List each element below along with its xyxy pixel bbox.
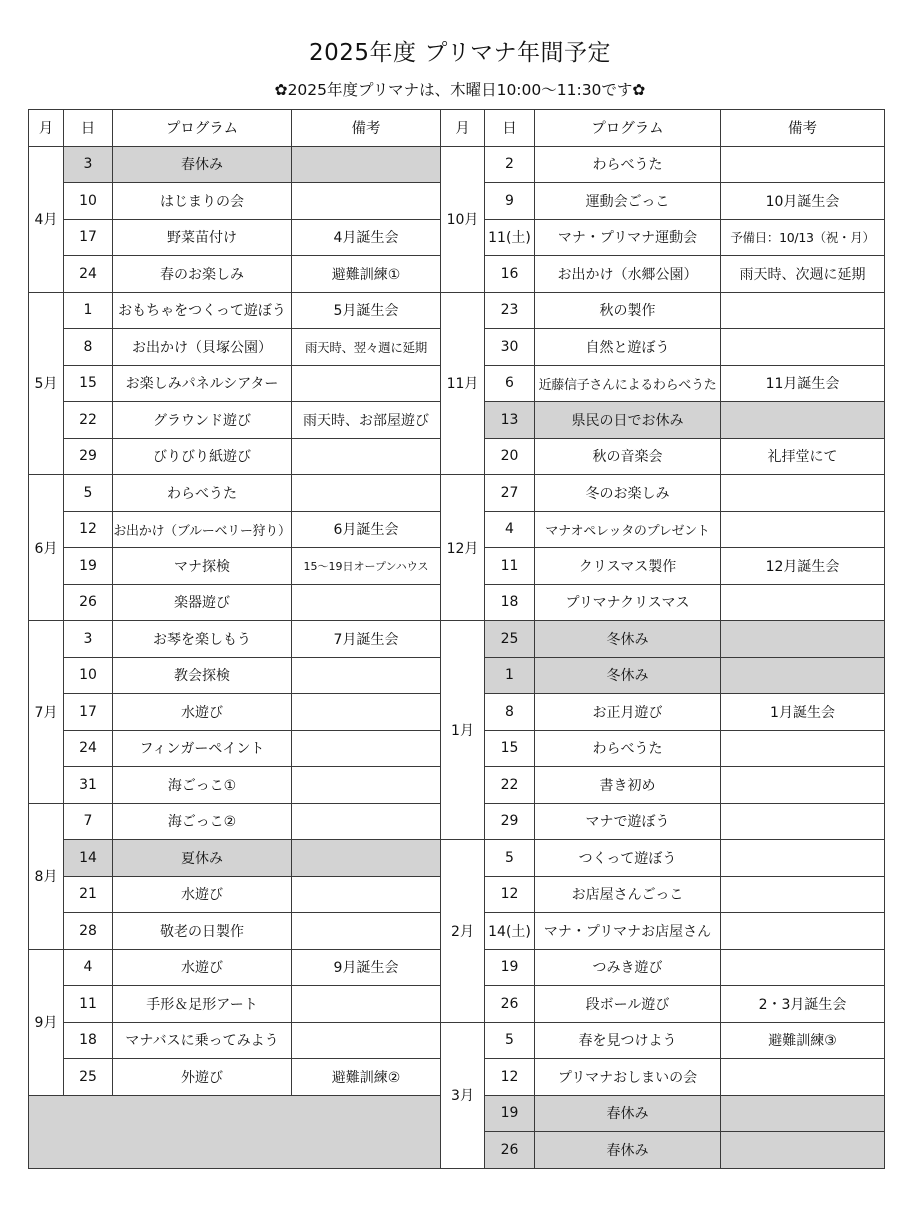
program-cell-right: 春休み [535,1132,721,1169]
month-cell-left: 9月 [29,949,64,1095]
program-cell-right: 県民の日でお休み [535,402,721,439]
header-program-left: プログラム [113,110,292,147]
program-cell-right: マナ・プリマナ運動会 [535,219,721,256]
table-row [29,840,885,877]
note-cell-right [721,949,885,986]
note-cell-right [721,621,885,658]
note-cell-right [721,767,885,804]
day-cell-right: 8 [485,694,535,731]
program-cell-left: びりびり紙遊び [113,438,292,475]
day-cell-right: 2 [485,146,535,183]
note-cell-right [721,584,885,621]
note-cell-left [292,840,441,877]
note-cell-left: 避難訓練① [292,256,441,293]
month-cell-right: 12月 [441,475,485,621]
note-cell-left [292,183,441,220]
note-cell-right [721,913,885,950]
day-cell-right: 14(土) [485,913,535,950]
program-cell-left: 夏休み [113,840,292,877]
header-note-left: 備考 [292,110,441,147]
day-cell-left: 11 [64,986,113,1023]
day-cell-right: 1 [485,657,535,694]
day-cell-left: 8 [64,329,113,366]
note-cell-left [292,438,441,475]
day-cell-left: 29 [64,438,113,475]
program-cell-right: わらべうた [535,146,721,183]
day-cell-right: 5 [485,1022,535,1059]
day-cell-left: 17 [64,219,113,256]
note-cell-left: 15～19日オープンハウス [292,548,441,585]
header-month-left: 月 [29,110,64,147]
note-cell-right: 12月誕生会 [721,548,885,585]
note-cell-left [292,986,441,1023]
note-cell-right: 11月誕生会 [721,365,885,402]
day-cell-right: 25 [485,621,535,658]
program-cell-left: 海ごっこ② [113,803,292,840]
program-cell-left: お楽しみパネルシアター [113,365,292,402]
note-cell-left: 雨天時、お部屋遊び [292,402,441,439]
program-cell-right: 近藤信子さんによるわらべうた [535,365,721,402]
day-cell-left: 3 [64,621,113,658]
program-cell-left: 楽器遊び [113,584,292,621]
page-title: 2025年度 プリマナ年間予定 [309,40,611,66]
note-cell-left: 4月誕生会 [292,219,441,256]
note-cell-right [721,475,885,512]
program-cell-right: つみき遊び [535,949,721,986]
program-cell-right: お出かけ（水郷公園） [535,256,721,293]
program-cell-right: 自然と遊ぼう [535,329,721,366]
note-cell-left [292,657,441,694]
note-cell-right [721,876,885,913]
day-cell-right: 13 [485,402,535,439]
program-cell-right: 冬のお楽しみ [535,475,721,512]
note-cell-left: 9月誕生会 [292,949,441,986]
schedule-table [28,109,885,1169]
note-cell-left: 雨天時、翌々週に延期 [292,329,441,366]
program-cell-left: 水遊び [113,876,292,913]
day-cell-right: 12 [485,1059,535,1096]
program-cell-left: グラウンド遊び [113,402,292,439]
program-cell-left: マナバスに乗ってみよう [113,1022,292,1059]
day-cell-right: 19 [485,949,535,986]
note-cell-right [721,730,885,767]
blank-shaded-block [29,1095,441,1168]
day-cell-right: 22 [485,767,535,804]
note-cell-right [721,1059,885,1096]
note-cell-right: 雨天時、次週に延期 [721,256,885,293]
note-cell-left: 5月誕生会 [292,292,441,329]
day-cell-left: 1 [64,292,113,329]
note-cell-left [292,365,441,402]
note-cell-left [292,694,441,731]
program-cell-left: はじまりの会 [113,183,292,220]
day-cell-left: 31 [64,767,113,804]
note-cell-right [721,840,885,877]
note-cell-right [721,292,885,329]
note-cell-right [721,511,885,548]
header-program-right: プログラム [535,110,721,147]
note-cell-left: 避難訓練② [292,1059,441,1096]
day-cell-right: 19 [485,1095,535,1132]
day-cell-left: 14 [64,840,113,877]
day-cell-right: 26 [485,986,535,1023]
header-note-right: 備考 [721,110,885,147]
day-cell-right: 11(土) [485,219,535,256]
note-cell-left: 6月誕生会 [292,511,441,548]
month-cell-right: 2月 [441,840,485,1023]
program-cell-right: 運動会ごっこ [535,183,721,220]
header-month-right: 月 [441,110,485,147]
program-cell-right: マナオペレッタのプレゼント [535,511,721,548]
program-cell-right: 秋の製作 [535,292,721,329]
day-cell-right: 29 [485,803,535,840]
program-cell-right: わらべうた [535,730,721,767]
program-cell-left: フィンガーペイント [113,730,292,767]
day-cell-left: 22 [64,402,113,439]
note-cell-right [721,146,885,183]
month-cell-left: 7月 [29,621,64,804]
program-cell-right: プリマナクリスマス [535,584,721,621]
day-cell-right: 9 [485,183,535,220]
note-cell-left [292,767,441,804]
day-cell-right: 20 [485,438,535,475]
note-cell-left [292,913,441,950]
day-cell-right: 5 [485,840,535,877]
day-cell-left: 15 [64,365,113,402]
program-cell-left: お出かけ（貝塚公園） [113,329,292,366]
table-row [29,1022,885,1059]
table-row [29,146,885,183]
day-cell-left: 24 [64,256,113,293]
note-cell-right: 礼拝堂にて [721,438,885,475]
day-cell-left: 25 [64,1059,113,1096]
program-cell-left: 海ごっこ① [113,767,292,804]
note-cell-left [292,730,441,767]
header-day-left: 日 [64,110,113,147]
header-day-right: 日 [485,110,535,147]
day-cell-left: 10 [64,183,113,220]
day-cell-right: 30 [485,329,535,366]
program-cell-right: クリスマス製作 [535,548,721,585]
day-cell-left: 3 [64,146,113,183]
note-cell-right [721,1132,885,1169]
program-cell-left: お琴を楽しもう [113,621,292,658]
day-cell-right: 16 [485,256,535,293]
table-row [29,621,885,658]
program-cell-left: 野菜苗付け [113,219,292,256]
note-cell-right [721,329,885,366]
note-cell-right [721,657,885,694]
note-cell-right: 1月誕生会 [721,694,885,731]
program-cell-left: わらべうた [113,475,292,512]
day-cell-right: 4 [485,511,535,548]
note-cell-right: 避難訓練③ [721,1022,885,1059]
day-cell-left: 21 [64,876,113,913]
month-cell-left: 4月 [29,146,64,292]
program-cell-left: 水遊び [113,694,292,731]
note-cell-left [292,584,441,621]
note-cell-left [292,475,441,512]
day-cell-left: 12 [64,511,113,548]
day-cell-right: 6 [485,365,535,402]
day-cell-right: 15 [485,730,535,767]
day-cell-left: 19 [64,548,113,585]
day-cell-left: 24 [64,730,113,767]
program-cell-left: お出かけ（ブルーベリー狩り） [113,511,292,548]
program-cell-left: マナ探検 [113,548,292,585]
month-cell-right: 11月 [441,292,485,475]
program-cell-right: つくって遊ぼう [535,840,721,877]
note-cell-right: 2・3月誕生会 [721,986,885,1023]
day-cell-right: 11 [485,548,535,585]
day-cell-right: 12 [485,876,535,913]
program-cell-left: 春休み [113,146,292,183]
program-cell-left: 水遊び [113,949,292,986]
program-cell-left: 教会探検 [113,657,292,694]
program-cell-right: お店屋さんごっこ [535,876,721,913]
note-cell-left [292,876,441,913]
header-row [29,110,885,147]
day-cell-left: 18 [64,1022,113,1059]
note-cell-left [292,803,441,840]
program-cell-right: マナで遊ぼう [535,803,721,840]
page-subtitle: ✿2025年度プリマナは、木曜日10:00～11:30です✿ [274,81,646,99]
day-cell-right: 23 [485,292,535,329]
month-cell-right: 1月 [441,621,485,840]
program-cell-right: プリマナおしまいの会 [535,1059,721,1096]
day-cell-left: 4 [64,949,113,986]
program-cell-left: おもちゃをつくって遊ぼう [113,292,292,329]
note-cell-right [721,402,885,439]
note-cell-right: 10月誕生会 [721,183,885,220]
program-cell-left: 敬老の日製作 [113,913,292,950]
note-cell-right [721,803,885,840]
day-cell-left: 26 [64,584,113,621]
table-row [29,292,885,329]
day-cell-left: 28 [64,913,113,950]
note-cell-left [292,146,441,183]
month-cell-left: 6月 [29,475,64,621]
day-cell-left: 5 [64,475,113,512]
program-cell-left: 春のお楽しみ [113,256,292,293]
program-cell-right: お正月遊び [535,694,721,731]
day-cell-left: 17 [64,694,113,731]
program-cell-right: マナ・プリマナお店屋さん [535,913,721,950]
program-cell-left: 外遊び [113,1059,292,1096]
day-cell-right: 26 [485,1132,535,1169]
program-cell-right: 段ボール遊び [535,986,721,1023]
note-cell-right: 予備日：10/13（祝・月） [721,219,885,256]
program-cell-right: 冬休み [535,657,721,694]
month-cell-right: 10月 [441,146,485,292]
table-row [29,475,885,512]
program-cell-right: 春を見つけよう [535,1022,721,1059]
program-cell-right: 冬休み [535,621,721,658]
program-cell-right: 春休み [535,1095,721,1132]
month-cell-right: 3月 [441,1022,485,1168]
day-cell-right: 27 [485,475,535,512]
month-cell-left: 5月 [29,292,64,475]
day-cell-left: 7 [64,803,113,840]
note-cell-right [721,1095,885,1132]
program-cell-left: 手形＆足形アート [113,986,292,1023]
month-cell-left: 8月 [29,803,64,949]
program-cell-right: 秋の音楽会 [535,438,721,475]
program-cell-right: 書き初め [535,767,721,804]
day-cell-right: 18 [485,584,535,621]
note-cell-left [292,1022,441,1059]
note-cell-left: 7月誕生会 [292,621,441,658]
day-cell-left: 10 [64,657,113,694]
